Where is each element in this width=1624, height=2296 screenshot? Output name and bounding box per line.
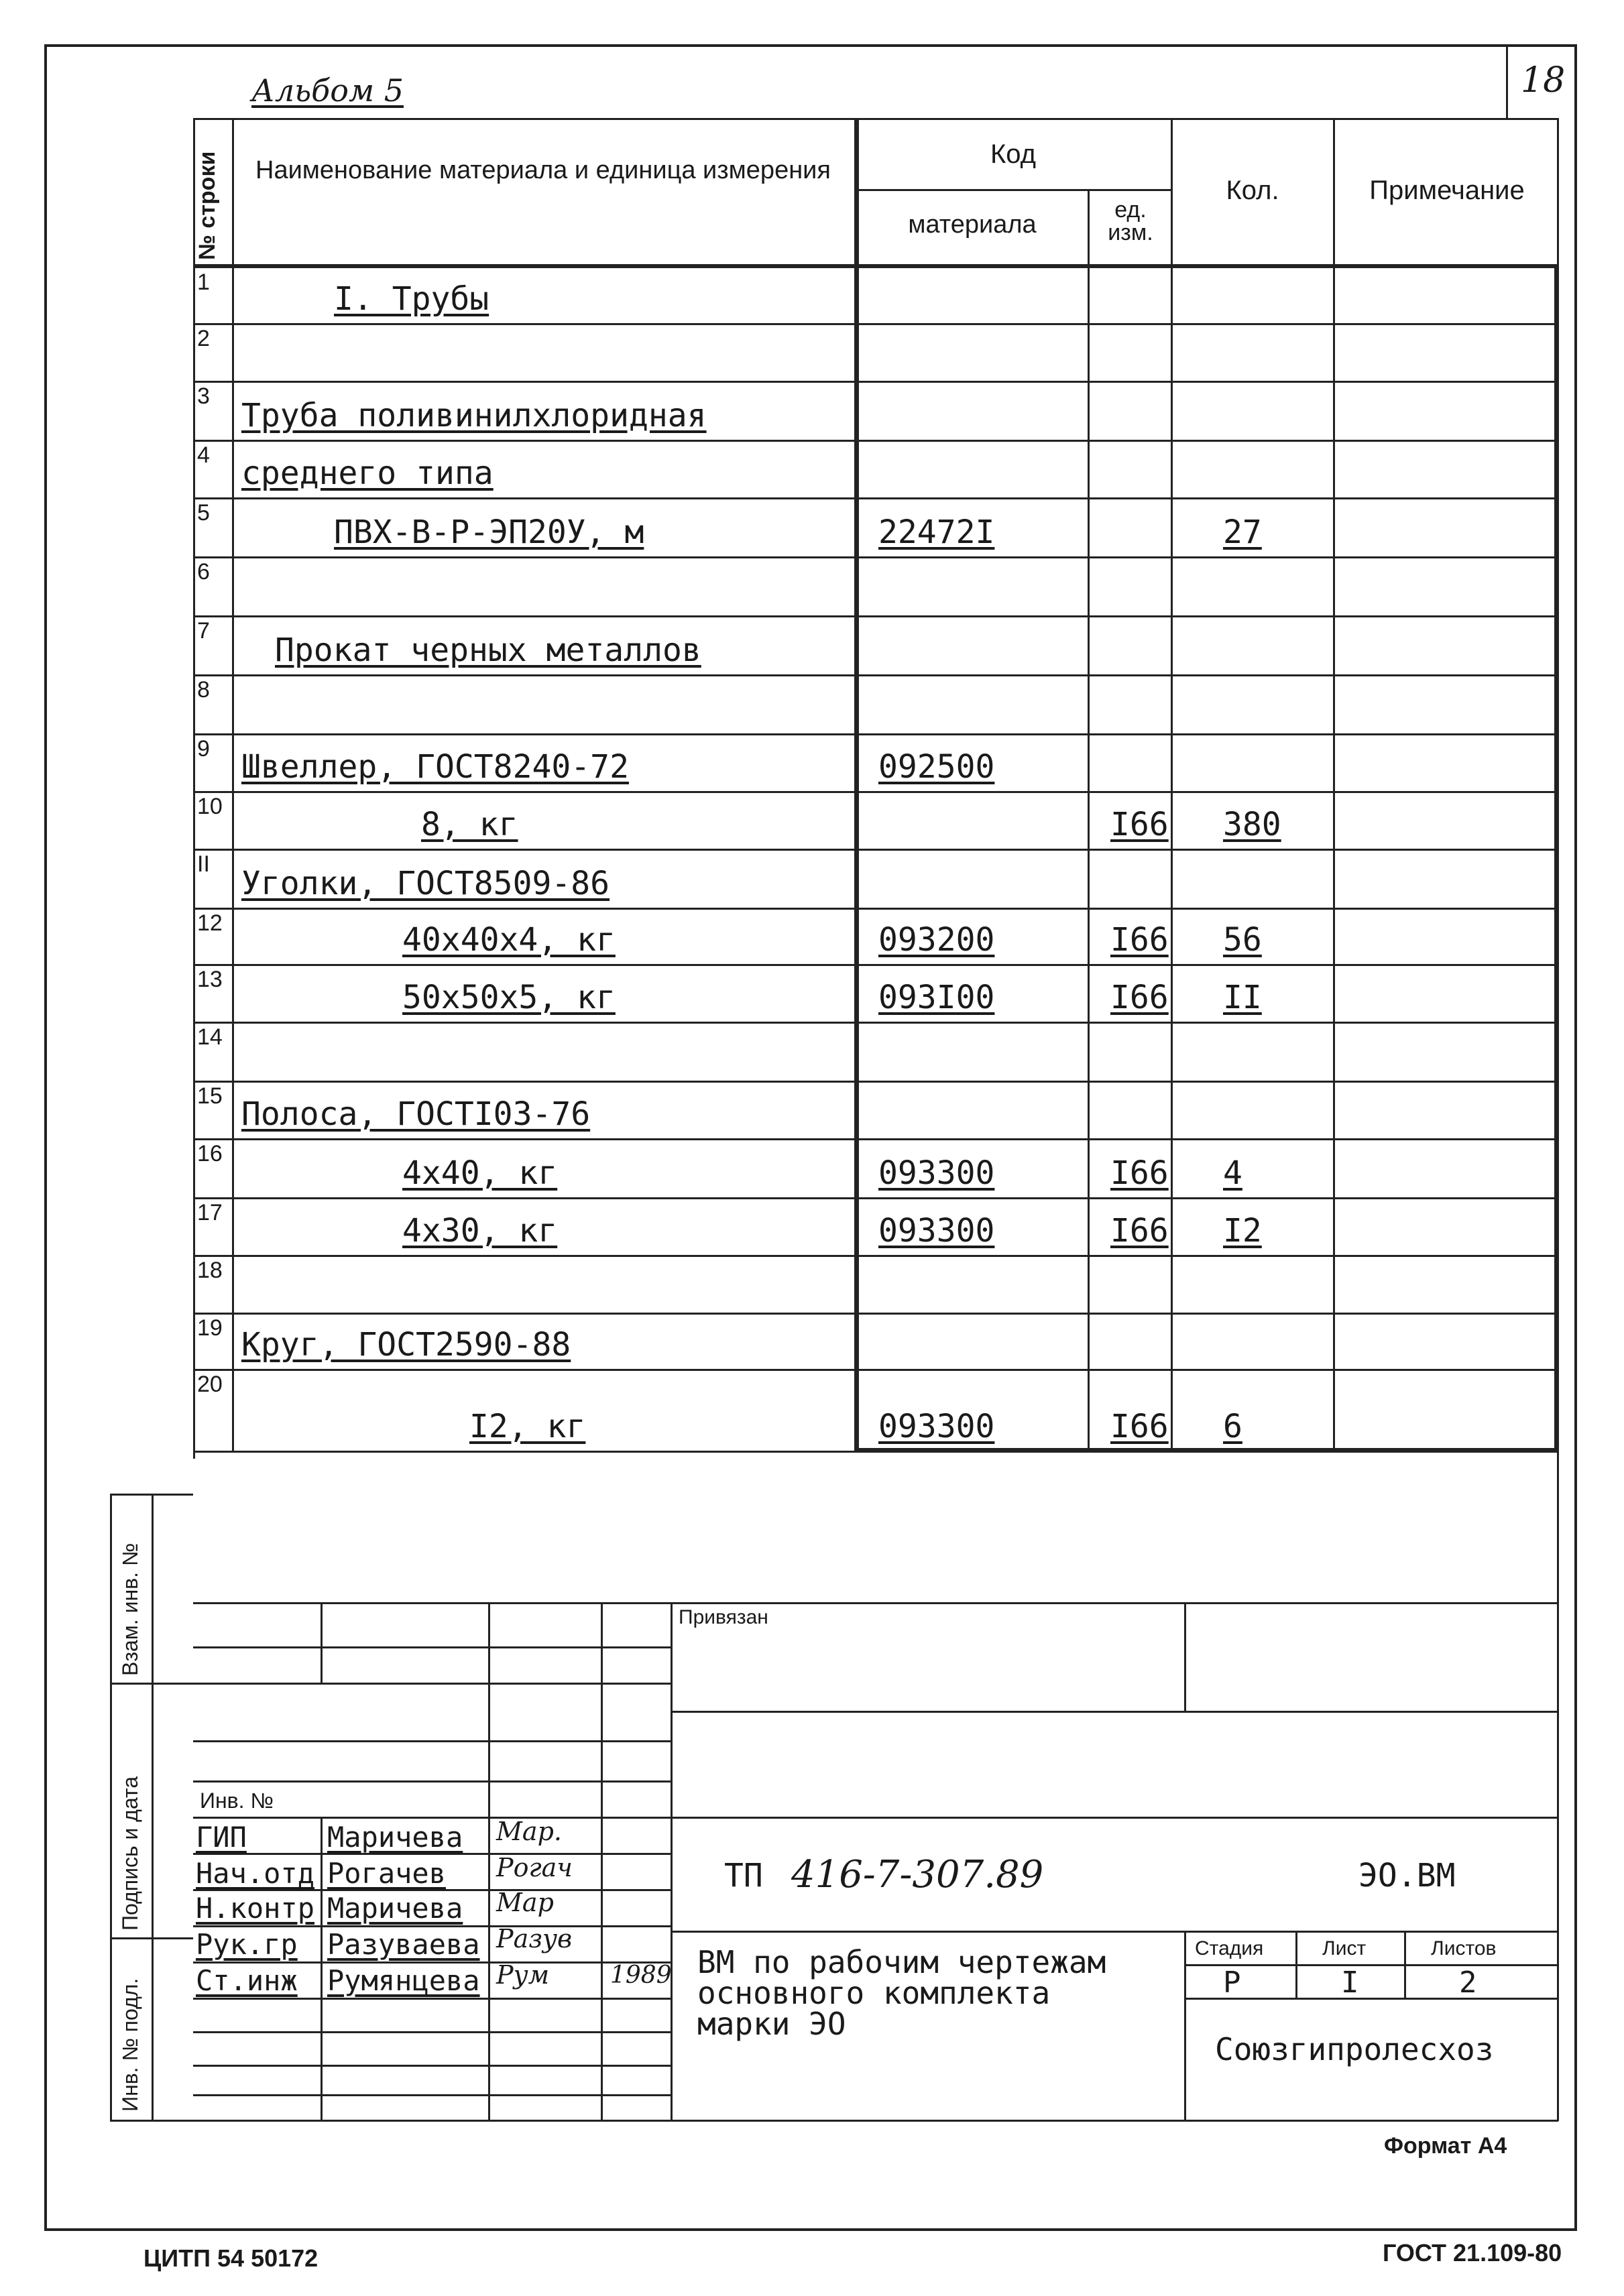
signer-role: Рук.гр xyxy=(196,1928,298,1961)
row-number: 4 xyxy=(197,442,210,468)
row-qty: 380 xyxy=(1223,806,1281,843)
album-label: Альбом 5 xyxy=(251,72,404,109)
row-qty: II xyxy=(1223,979,1262,1016)
row-number: 10 xyxy=(197,794,223,819)
row-unit-code: I66 xyxy=(1110,921,1169,959)
sheets-label: Листов xyxy=(1431,1937,1497,1959)
row-material-code: 093300 xyxy=(878,1212,995,1250)
row-name: ПВХ-В-Р-ЭП20У, м xyxy=(334,513,644,551)
row-qty: 56 xyxy=(1223,921,1262,959)
row-qty: 27 xyxy=(1223,513,1262,551)
row-name: Уголки, ГОСТ8509-86 xyxy=(241,865,610,902)
header-note: Примечание xyxy=(1369,176,1525,205)
format-label: Формат А4 xyxy=(1384,2133,1507,2159)
signature: Рум xyxy=(496,1960,550,1990)
row-unit-code: I66 xyxy=(1110,1408,1169,1445)
row-material-code: 093I00 xyxy=(878,979,995,1016)
row-name: Швеллер, ГОСТ8240-72 xyxy=(241,748,629,786)
organization: Союзгипролесхоз xyxy=(1215,2031,1494,2067)
row-unit-code: I66 xyxy=(1110,806,1169,843)
row-name: Круг, ГОСТ2590-88 xyxy=(241,1326,571,1364)
header-code: Код xyxy=(990,139,1036,169)
doc-number: 416-7-307.89 xyxy=(791,1853,1044,1896)
row-number: 1 xyxy=(197,269,210,295)
row-name: Прокат черных металлов xyxy=(275,631,701,669)
row-unit-code: I66 xyxy=(1110,979,1169,1016)
footer-right: ГОСТ 21.109-80 xyxy=(1383,2239,1562,2267)
row-number: 14 xyxy=(197,1024,223,1050)
row-material-code: 093200 xyxy=(878,921,995,959)
row-name: I2, кг xyxy=(469,1408,586,1445)
row-number: 2 xyxy=(197,326,210,351)
row-name: 50x50x5, кг xyxy=(402,979,616,1016)
row-name: 8, кг xyxy=(421,806,518,843)
row-number: 20 xyxy=(197,1372,223,1397)
row-name: 4x40, кг xyxy=(402,1154,558,1192)
signature: Рогач xyxy=(496,1853,573,1882)
sheet-label: Лист xyxy=(1322,1937,1367,1959)
privyazan-label: Привязан xyxy=(679,1606,768,1628)
footer-left: ЦИТП 54 50172 xyxy=(143,2244,318,2272)
row-qty: 4 xyxy=(1223,1154,1242,1192)
signer-name: Маричева xyxy=(327,1892,463,1925)
row-number: 7 xyxy=(197,618,210,644)
row-name: 40x40x4, кг xyxy=(402,921,616,959)
row-number: II xyxy=(197,851,210,877)
doc-code: ЭО.ВМ xyxy=(1358,1857,1456,1894)
header-code-unit: ед. изм. xyxy=(1108,197,1153,245)
row-name: среднего типа xyxy=(241,455,494,492)
header-qty: Кол. xyxy=(1226,176,1279,205)
inv-no-label: Инв. № xyxy=(200,1789,274,1813)
signer-role: ГИП xyxy=(196,1821,247,1854)
signer-name: Румянцева xyxy=(327,1964,480,1997)
stage-value: Р xyxy=(1223,1966,1241,2000)
header-row-number: № строки xyxy=(194,151,220,260)
signer-role: Нач.отд xyxy=(196,1857,315,1890)
row-name: Труба поливинилхлоридная xyxy=(241,397,707,434)
stage-label: Стадия xyxy=(1195,1937,1264,1959)
row-number: 13 xyxy=(197,967,223,992)
doc-title-line1: ВМ по рабочим чертежам xyxy=(697,1944,1106,1980)
side-label-podpis: Подпись и дата xyxy=(118,1776,142,1931)
row-number: 9 xyxy=(197,736,210,762)
row-material-code: 092500 xyxy=(878,748,995,786)
row-number: 16 xyxy=(197,1141,223,1166)
row-number: 3 xyxy=(197,383,210,409)
row-material-code: 093300 xyxy=(878,1154,995,1192)
sheet-value: I xyxy=(1341,1966,1359,2000)
signer-name: Маричева xyxy=(327,1821,463,1854)
row-number: 17 xyxy=(197,1200,223,1225)
row-qty: 6 xyxy=(1223,1408,1242,1445)
doc-prefix: ТП xyxy=(724,1857,763,1894)
row-number: 8 xyxy=(197,677,210,703)
row-number: 15 xyxy=(197,1083,223,1109)
row-name: I. Трубы xyxy=(334,280,489,318)
row-unit-code: I66 xyxy=(1110,1154,1169,1192)
row-number: 12 xyxy=(197,910,223,936)
row-unit-code: I66 xyxy=(1110,1212,1169,1250)
row-material-code: 22472I xyxy=(878,513,995,551)
row-name: 4x30, кг xyxy=(402,1212,558,1250)
signer-role: Н.контр xyxy=(196,1892,315,1925)
doc-title-line3: марки ЭО xyxy=(697,2006,846,2042)
row-number: 5 xyxy=(197,500,210,526)
sheets-value: 2 xyxy=(1459,1966,1477,2000)
header-name: Наименование материала и единица измерения xyxy=(255,156,831,184)
row-number: 6 xyxy=(197,559,210,585)
signature: Мар. xyxy=(496,1817,562,1846)
row-number: 19 xyxy=(197,1315,223,1341)
row-name: Полоса, ГОСТI03-76 xyxy=(241,1095,591,1133)
signature: Разув xyxy=(496,1924,573,1953)
row-number: 18 xyxy=(197,1258,223,1283)
signer-name: Рогачев xyxy=(327,1857,447,1890)
page-number-divider xyxy=(1506,44,1508,119)
sign-date: 1989 xyxy=(610,1961,672,1989)
signer-role: Ст.инж xyxy=(196,1964,298,1997)
side-label-vzam: Взам. инв. № xyxy=(118,1543,142,1676)
signature: Мар xyxy=(496,1888,554,1917)
signer-name: Разуваева xyxy=(327,1928,480,1961)
header-code-material: материала xyxy=(908,210,1037,239)
side-label-inv-podl: Инв. № подл. xyxy=(118,1978,142,2112)
page-number: 18 xyxy=(1521,60,1566,101)
row-material-code: 093300 xyxy=(878,1408,995,1445)
doc-title-line2: основного комплекта xyxy=(697,1975,1051,2011)
row-qty: I2 xyxy=(1223,1212,1262,1250)
